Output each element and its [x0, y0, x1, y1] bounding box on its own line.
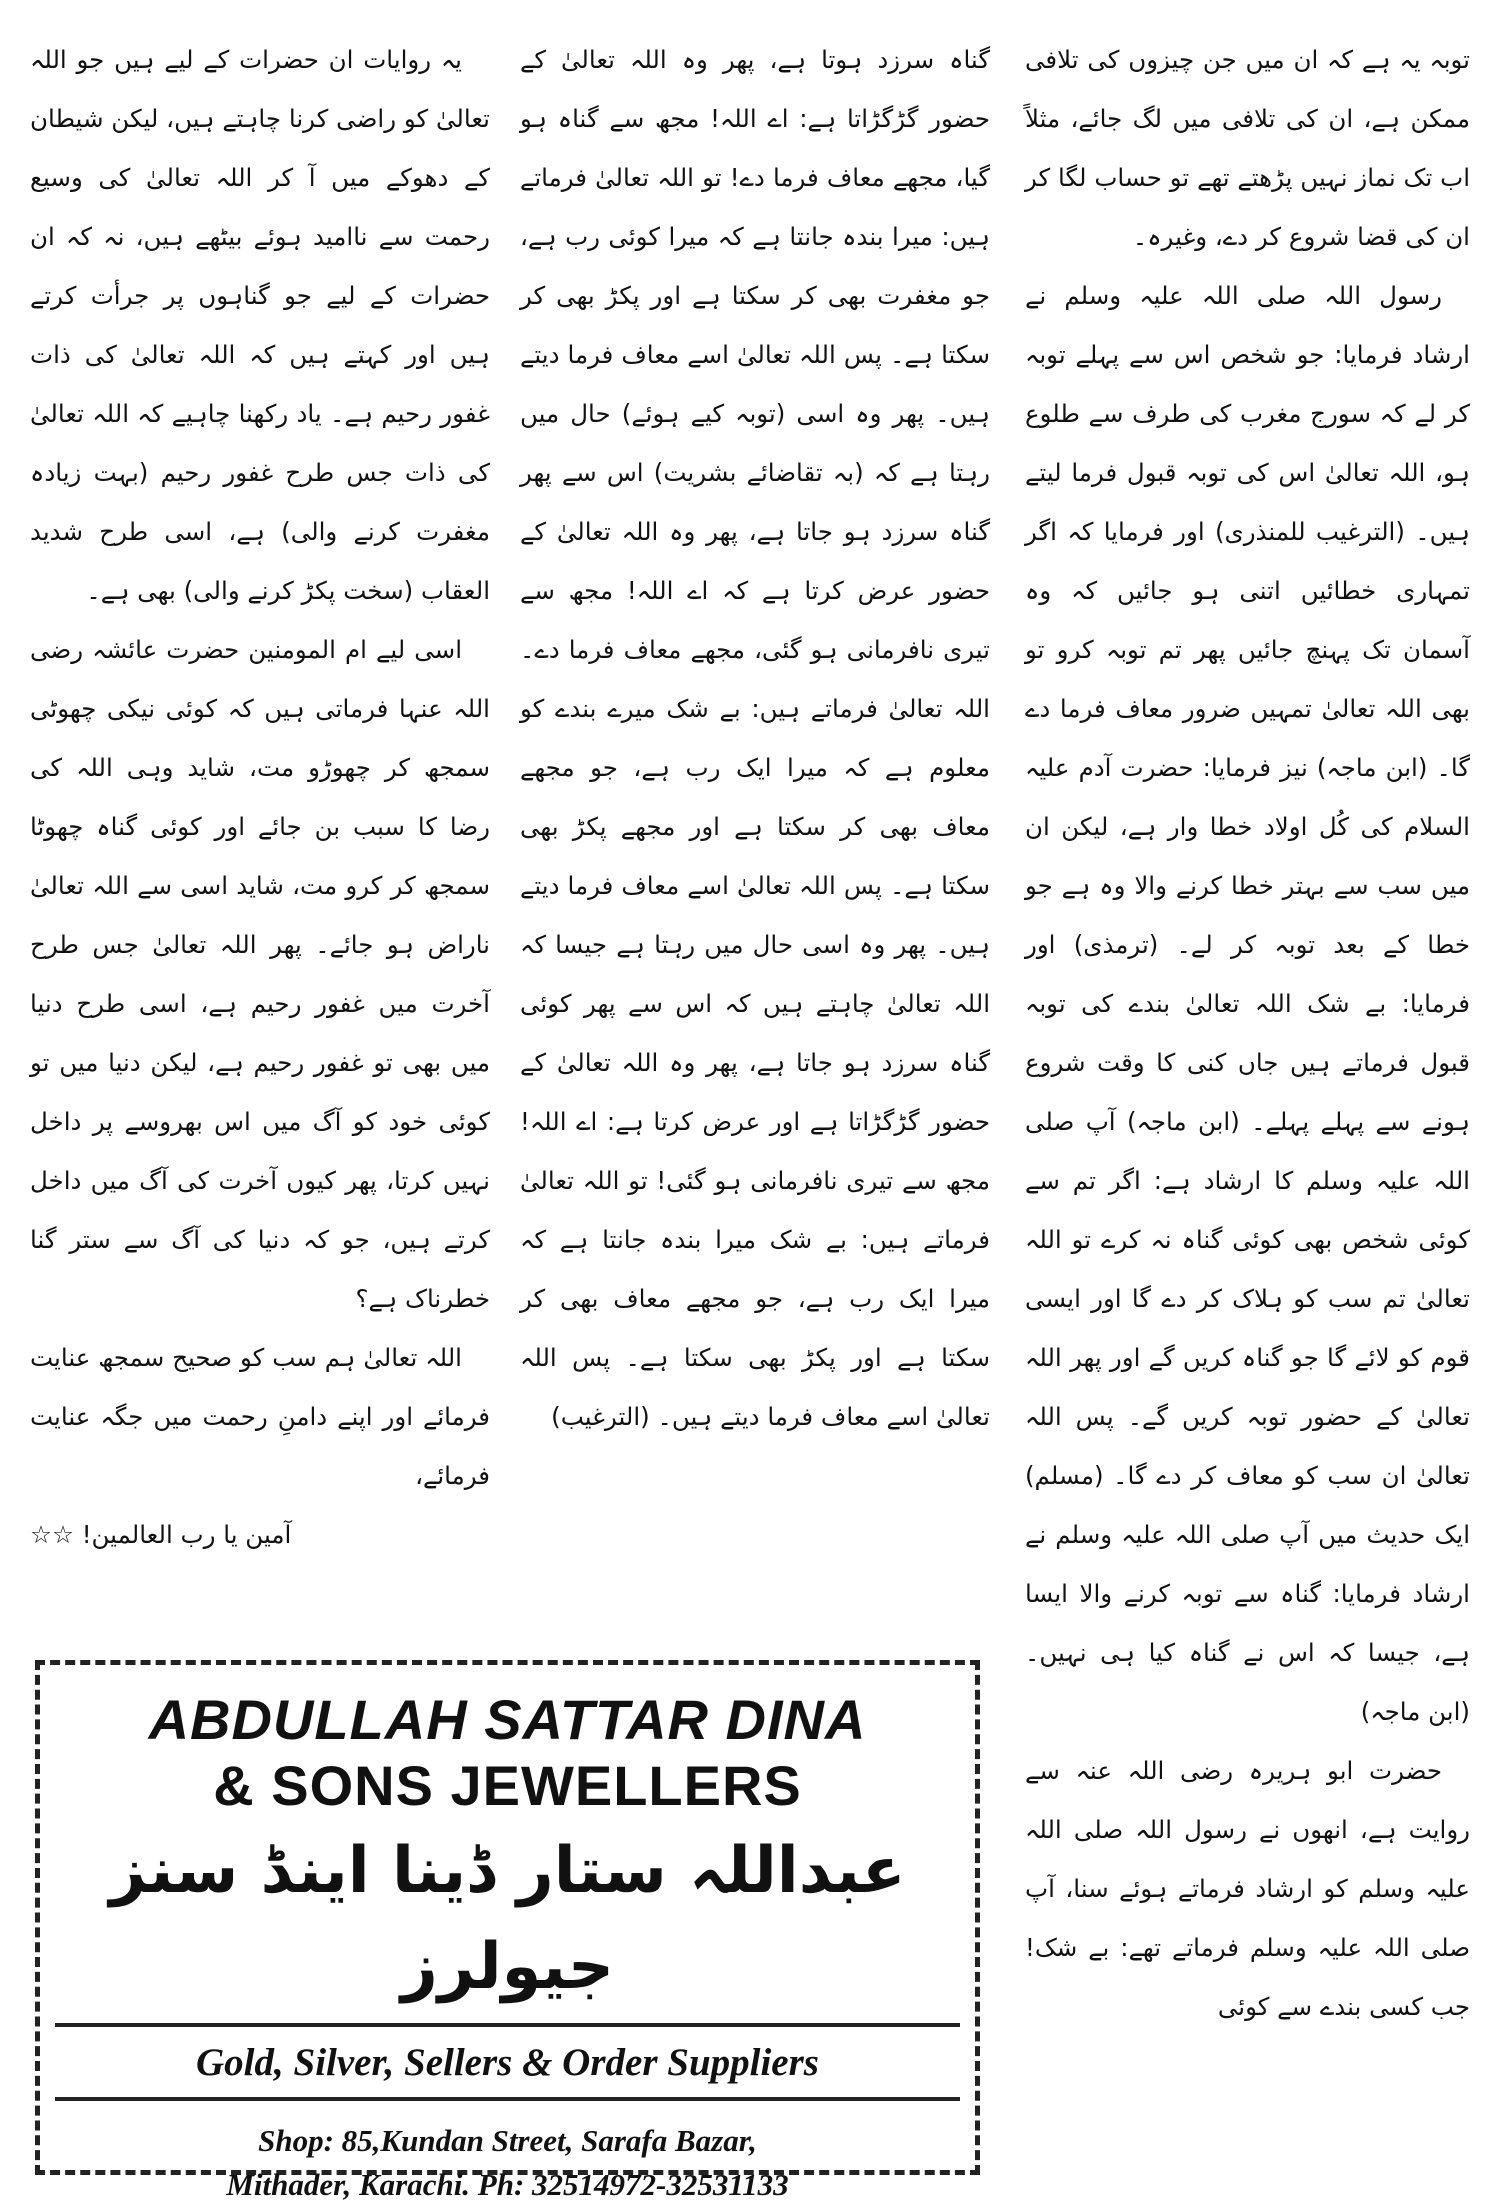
paragraph: حضرت ابو ہریرہ رضی اللہ عنہ سے روایت ہے، انھوں نے رسول اللہ صلی اللہ علیہ وسلم کو ارشاد فرماتے ہوئے سنا، آپ صلی اللہ علیہ وسلم فرماتے تھے: بے شک! جب کسی بندے سے کوئی: [1025, 1756, 1470, 2021]
closing-prayer: آمین یا رب العالمین! ☆☆: [30, 1520, 292, 1549]
ad-business-name-line2: & SONS JEWELLERS: [213, 1754, 802, 1817]
paragraph: گناہ سرزد ہوتا ہے، پھر وہ اللہ تعالیٰ کے حضور گڑگڑاتا ہے: اے اللہ! مجھ سے گناہ ہو گیا، مجھے معاف فرما دے! تو اللہ تعالیٰ فرماتے ہیں: میرا بندہ جانتا ہے کہ میرا کوئی رب ہے، جو مغفرت بھی کر سکتا ہے اور پکڑ بھی کر سکتا ہے۔ پس اللہ تعالیٰ اسے معاف فرما دیتے ہیں۔ پھر وہ اسی (توبہ کیے ہوئے) حال میں رہتا ہے کہ (بہ تقاضائے بشریت) اس سے پھر گناہ سرزد ہو جاتا ہے، پھر وہ اللہ تعالیٰ کے حضور عرض کرتا ہے کہ اے اللہ! مجھ سے تیری نافرمانی ہو گئی، مجھے معاف فرما دے۔ اللہ تعالیٰ فرماتے ہیں: بے شک میرے بندے کو معلوم ہے کہ میرا ایک رب ہے، جو مجھے معاف بھی کر سکتا ہے اور مجھے پکڑ بھی سکتا ہے۔ پس اللہ تعالیٰ اسے معاف فرما دیتے ہیں۔ پھر وہ اسی حال میں رہتا ہے جیسا کہ اللہ تعالیٰ چاہتے ہیں کہ اس سے پھر کوئی گناہ سرزد ہو جاتا ہے، پھر وہ اللہ تعالیٰ کے حضور گڑگڑاتا ہے اور عرض کرتا ہے: اے اللہ! مجھ سے تیری نافرمانی ہو گئی! تو اللہ تعالیٰ فرماتے ہیں: بے شک میرا بندہ جانتا ہے کہ میرا ایک رب ہے، جو مجھے معاف بھی کر سکتا ہے اور پکڑ بھی سکتا ہے۔ پس اللہ تعالیٰ اسے معاف فرما دیتے ہیں۔ (الترغیب): [520, 45, 990, 1431]
paragraph: توبہ یہ ہے کہ ان میں جن چیزوں کی تلافی ممکن ہے، ان کی تلافی میں لگ جائے، مثلاً اب تک نماز نہیں پڑھتے تھے تو حساب لگا کر ان کی قضا شروع کر دے، وغیرہ۔: [1025, 45, 1470, 251]
ad-address-line2: Mithader, Karachi. Ph: 32514972-32531133: [226, 2167, 789, 2202]
paragraph: یہ روایات ان حضرات کے لیے ہیں جو اللہ تعالیٰ کو راضی کرنا چاہتے ہیں، لیکن شیطان کے دھوکے میں آ کر اللہ تعالیٰ کی وسیع رحمت سے ناامید ہوئے بیٹھے ہیں، نہ کہ ان حضرات کے لیے جو گناہوں پر جرأت کرتے ہیں اور کہتے ہیں کہ اللہ تعالیٰ کی ذات غفور رحیم ہے۔ یاد رکھنا چاہیے کہ اللہ تعالیٰ کی ذات جس طرح غفور رحیم (بہت زیادہ مغفرت کرنے والی) ہے، اسی طرح شدید العقاب (سخت پکڑ کرنے والی) بھی ہے۔: [30, 45, 490, 605]
article-column-left: [30, 30, 490, 1564]
paragraph: اللہ تعالیٰ ہم سب کو صحیح سمجھ عنایت فرمائے اور اپنے دامنِ رحمت میں جگہ عنایت فرمائے،: [30, 1343, 490, 1490]
ad-address-line1: Shop: 85,Kundan Street, Sarafa Bazar,: [258, 2123, 757, 2158]
ad-divider: [55, 2097, 960, 2101]
paragraph: اسی لیے ام المومنین حضرت عائشہ رضی اللہ عنہا فرماتی ہیں کہ کوئی نیکی چھوٹی سمجھ کر چھوڑو مت، شاید وہی اللہ کی رضا کا سبب بن جائے اور کوئی گناہ چھوٹا سمجھ کر کرو مت، شاید اسی سے اللہ تعالیٰ ناراض ہو جائے۔ پھر اللہ تعالیٰ جس طرح آخرت میں غفور رحیم ہے، اسی طرح دنیا میں بھی تو غفور رحیم ہے، لیکن دنیا میں تو کوئی خود کو آگ میں اس بھروسے پر داخل نہیں کرتا، پھر کیوں آخرت کی آگ میں داخل کرتے ہیں، جو کہ دنیا کی آگ سے ستر گنا خطرناک ہے؟: [30, 635, 490, 1313]
ad-business-name-urdu: عبداللہ ستار ڈینا اینڈ سنز جیولرز: [109, 1834, 906, 2004]
jeweller-advertisement: [35, 1660, 980, 2202]
article-column-middle: [520, 30, 990, 1446]
paragraph: رسول اللہ صلی اللہ علیہ وسلم نے ارشاد فرمایا: جو شخص اس سے پہلے توبہ کر لے کہ سورج مغرب کی طرف سے طلوع ہو، اللہ تعالیٰ اس کی توبہ قبول فرما لیتے ہیں۔ (الترغیب للمنذری) اور فرمایا کہ اگر تمہاری خطائیں اتنی ہو جائیں کہ وہ آسمان تک پہنچ جائیں پھر تم توبہ کرو تو بھی اللہ تعالیٰ تمہیں ضرور معاف فرما دے گا۔ (ابن ماجہ) نیز فرمایا: حضرت آدم علیہ السلام کی کُل اولاد خطا وار ہے، لیکن ان میں سب سے بہتر خطا کرنے والا وہ ہے جو خطا کے بعد توبہ کر لے۔ (ترمذی) اور فرمایا: بے شک اللہ تعالیٰ بندے کی توبہ قبول فرماتے ہیں جاں کنی کا وقت شروع ہونے سے پہلے پہلے۔ (ابن ماجہ) آپ صلی اللہ علیہ وسلم کا ارشاد ہے: اگر تم سے کوئی شخص بھی کوئی گناہ نہ کرے تو اللہ تعالیٰ تم سب کو ہلاک کر دے گا اور ایسی قوم کو لائے گا جو گناہ کریں گے اور پھر اللہ تعالیٰ کے حضور توبہ کریں گے۔ پس اللہ تعالیٰ ان سب کو معاف کر دے گا۔ (مسلم) ایک حدیث میں آپ صلی اللہ علیہ وسلم نے ارشاد فرمایا: گناہ سے توبہ کرنے والا ایسا ہے، جیسا کہ اس نے گناہ کیا ہی نہیں۔ (ابن ماجہ): [1025, 281, 1470, 1726]
ad-tagline: Gold, Silver, Sellers & Order Suppliers: [196, 2041, 819, 2084]
ad-business-name-line1: ABDULLAH SATTAR DINA: [148, 1688, 867, 1751]
article-column-right: [1025, 30, 1470, 2036]
ad-divider: [55, 2023, 960, 2027]
